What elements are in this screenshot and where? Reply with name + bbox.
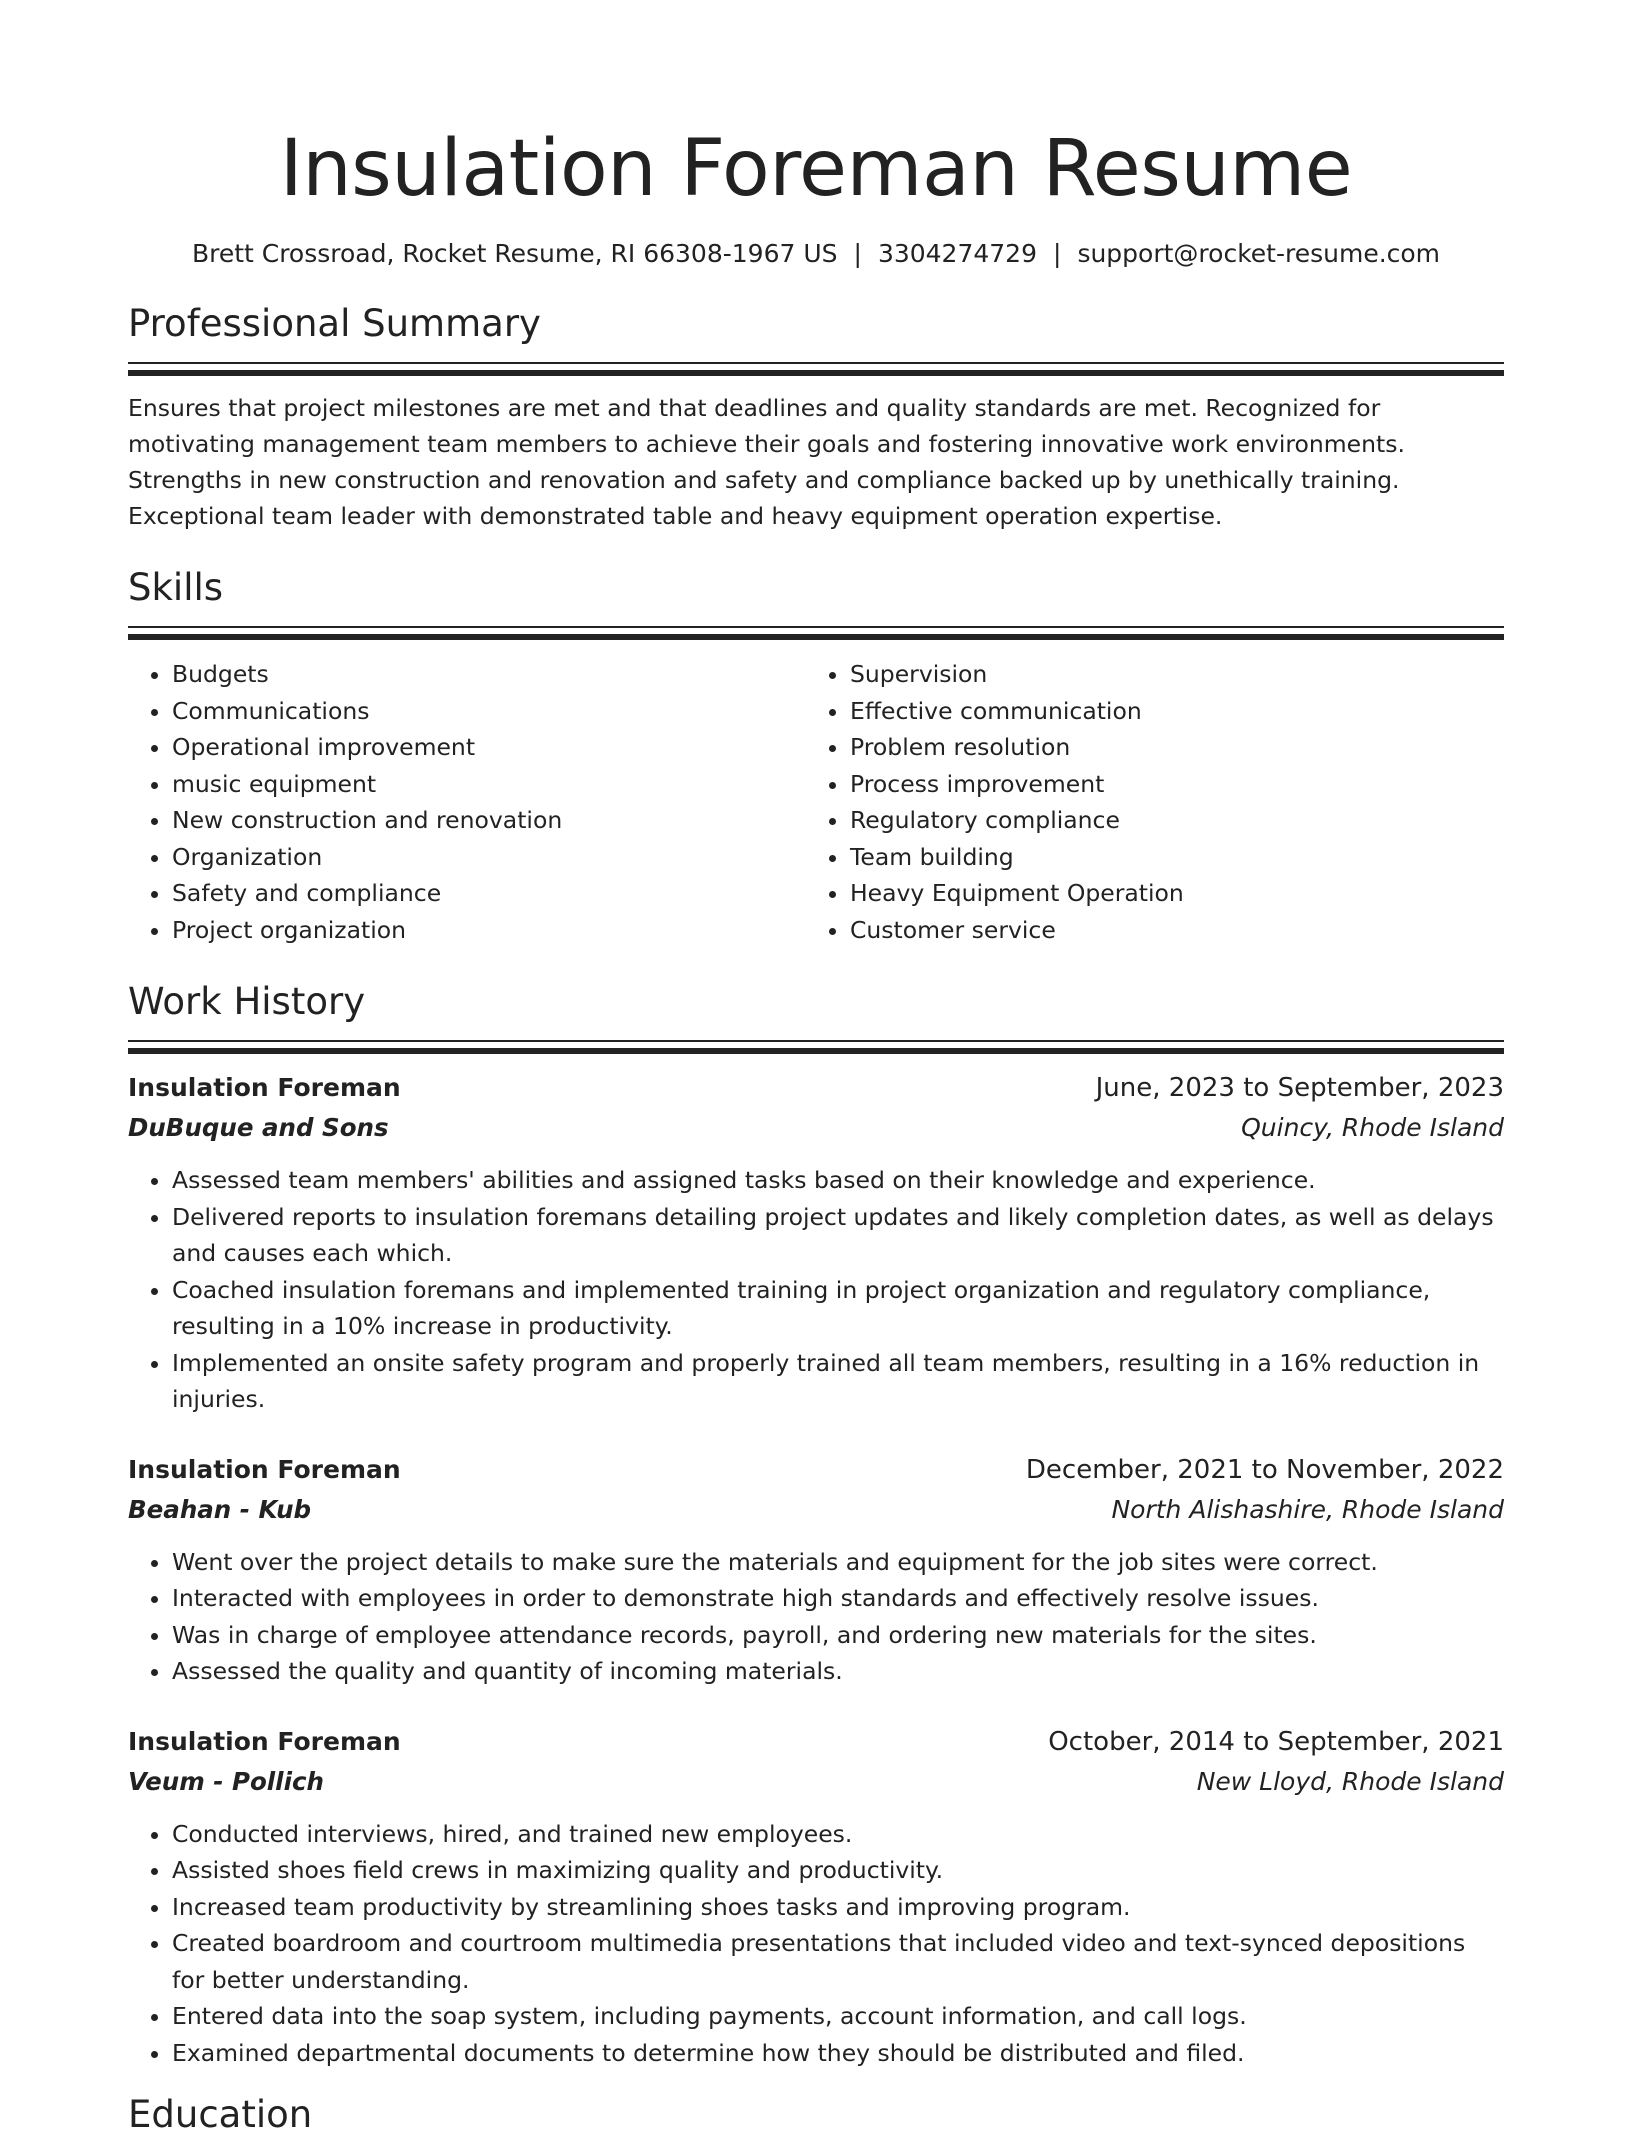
skill-item: • Customer service [850, 912, 1484, 949]
skill-item: • Budgets [172, 656, 806, 693]
skill-item: • New construction and renovation [172, 802, 806, 839]
contact-email: support@rocket-resume.com [1077, 239, 1441, 268]
job-bullet: • Entered data into the soap system, including payments, account information, and call logs. [172, 1998, 1504, 2035]
resume-page [128, 0, 1504, 2141]
skill-item: • Regulatory compliance [850, 802, 1484, 839]
skills-heading: Skills [128, 566, 224, 609]
job-bullet: • Interacted with employees in order to demonstrate high standards and effectively resolve issues. [172, 1580, 1504, 1617]
job-entry [128, 1722, 1504, 2072]
contact-phone: 3304274729 [877, 239, 1037, 268]
job-company: Veum - Pollich [128, 1766, 324, 1796]
job-title: Insulation Foreman [128, 1073, 401, 1102]
job-bullet: • Delivered reports to insulation foremans detailing project updates and likely completion dates, as well as delays and causes each which. [172, 1199, 1504, 1272]
skills-list-left [128, 656, 806, 948]
skill-item: • Operational improvement [172, 729, 806, 766]
section-divider-thin [128, 362, 1504, 364]
job-bullet: • Coached insulation foremans and implemented training in project organization and regulatory compliance, resulting in a 10% increase in productivity. [172, 1272, 1504, 1345]
job-dates: October, 2014 to September, 2021 [1048, 1726, 1504, 1757]
job-company-row [128, 1762, 1504, 1802]
job-company-row [128, 1490, 1504, 1530]
job-header-row [128, 1722, 1504, 1762]
skill-item: • Effective communication [850, 693, 1484, 730]
education-section [128, 2089, 1504, 2141]
job-bullets [128, 1544, 1504, 1690]
job-title: Insulation Foreman [128, 1726, 401, 1756]
skill-item: • Problem resolution [850, 729, 1484, 766]
summary-heading: Professional Summary [128, 302, 541, 345]
section-divider-thick [128, 634, 1504, 640]
skills-section [128, 562, 1504, 948]
job-location: Quincy, Rhode Island [1241, 1113, 1504, 1142]
section-divider-thin [128, 626, 1504, 628]
contact-line [128, 236, 1504, 272]
job-bullet: • Implemented an onsite safety program and properly trained all team members, resulting in a 16% reduction in injuries. [172, 1345, 1504, 1418]
job-entry [128, 1450, 1504, 1690]
skill-item: • Safety and compliance [172, 875, 806, 912]
job-company-row [128, 1108, 1504, 1148]
skill-item: • Team building [850, 839, 1484, 876]
skill-item: • Process improvement [850, 766, 1484, 803]
job-company: Beahan - Kub [128, 1494, 312, 1524]
skill-item: • Communications [172, 693, 806, 730]
job-bullet: • Conducted interviews, hired, and trained new employees. [172, 1816, 1504, 1853]
skills-columns [128, 656, 1504, 948]
job-dates: June, 2023 to September, 2023 [1095, 1073, 1504, 1103]
work-history-heading: Work History [128, 980, 366, 1023]
job-header-row [128, 1450, 1504, 1490]
summary-text: Ensures that project milestones are met and that deadlines and quality standards are met. Recognized for motivating management team members to achieve their goals and fostering innovative work environments. Strengths in new construction and renovation and safety and compliance backed up by unethically training. Exceptional team leader with demonstrated table and heavy equipment operation expertise. [128, 394, 1405, 530]
contact-separator: | [1053, 239, 1062, 268]
job-bullet: • Was in charge of employee attendance records, payroll, and ordering new materials for the sites. [172, 1617, 1504, 1654]
job-location: New Lloyd, Rhode Island [1196, 1766, 1504, 1796]
contact-separator: | [853, 239, 862, 268]
job-company: DuBuque and Sons [128, 1113, 389, 1142]
job-header-row [128, 1068, 1504, 1108]
job-bullets [128, 1162, 1504, 1418]
resume-title: Insulation Foreman Resume [279, 124, 1353, 214]
skills-list-right [806, 656, 1484, 948]
skill-item: • Supervision [850, 656, 1484, 693]
summary-section [128, 298, 1504, 534]
job-bullet: • Went over the project details to make sure the materials and equipment for the job sites were correct. [172, 1544, 1504, 1581]
job-bullet: • Examined departmental documents to determine how they should be distributed and filed. [172, 2035, 1504, 2072]
job-location: North Alishashire, Rhode Island [1111, 1494, 1504, 1524]
work-history-section [128, 976, 1504, 2071]
job-bullet: • Assisted shoes field crews in maximizing quality and productivity. [172, 1852, 1504, 1889]
job-bullet: • Increased team productivity by streamlining shoes tasks and improving program. [172, 1889, 1504, 1926]
skill-item: • Organization [172, 839, 806, 876]
job-bullets [128, 1816, 1504, 2072]
skill-item: • Heavy Equipment Operation [850, 875, 1484, 912]
section-divider-thick [128, 370, 1504, 376]
job-entry [128, 1068, 1504, 1418]
skill-item: • Project organization [172, 912, 806, 949]
job-title: Insulation Foreman [128, 1454, 401, 1484]
job-dates: December, 2021 to November, 2022 [1025, 1454, 1504, 1485]
education-heading: Education [128, 2093, 313, 2136]
skill-item: • music equipment [172, 766, 806, 803]
section-divider-thin [128, 1040, 1504, 1042]
section-divider-thick [128, 1048, 1504, 1054]
job-bullet: • Assessed the quality and quantity of incoming materials. [172, 1653, 1504, 1690]
contact-address: Brett Crossroad, Rocket Resume, RI 66308-1967 US [191, 239, 838, 268]
job-bullet: • Created boardroom and courtroom multimedia presentations that included video and text-synced depositions for better understanding. [172, 1925, 1504, 1998]
job-bullet: • Assessed team members' abilities and assigned tasks based on their knowledge and experience. [172, 1162, 1504, 1199]
